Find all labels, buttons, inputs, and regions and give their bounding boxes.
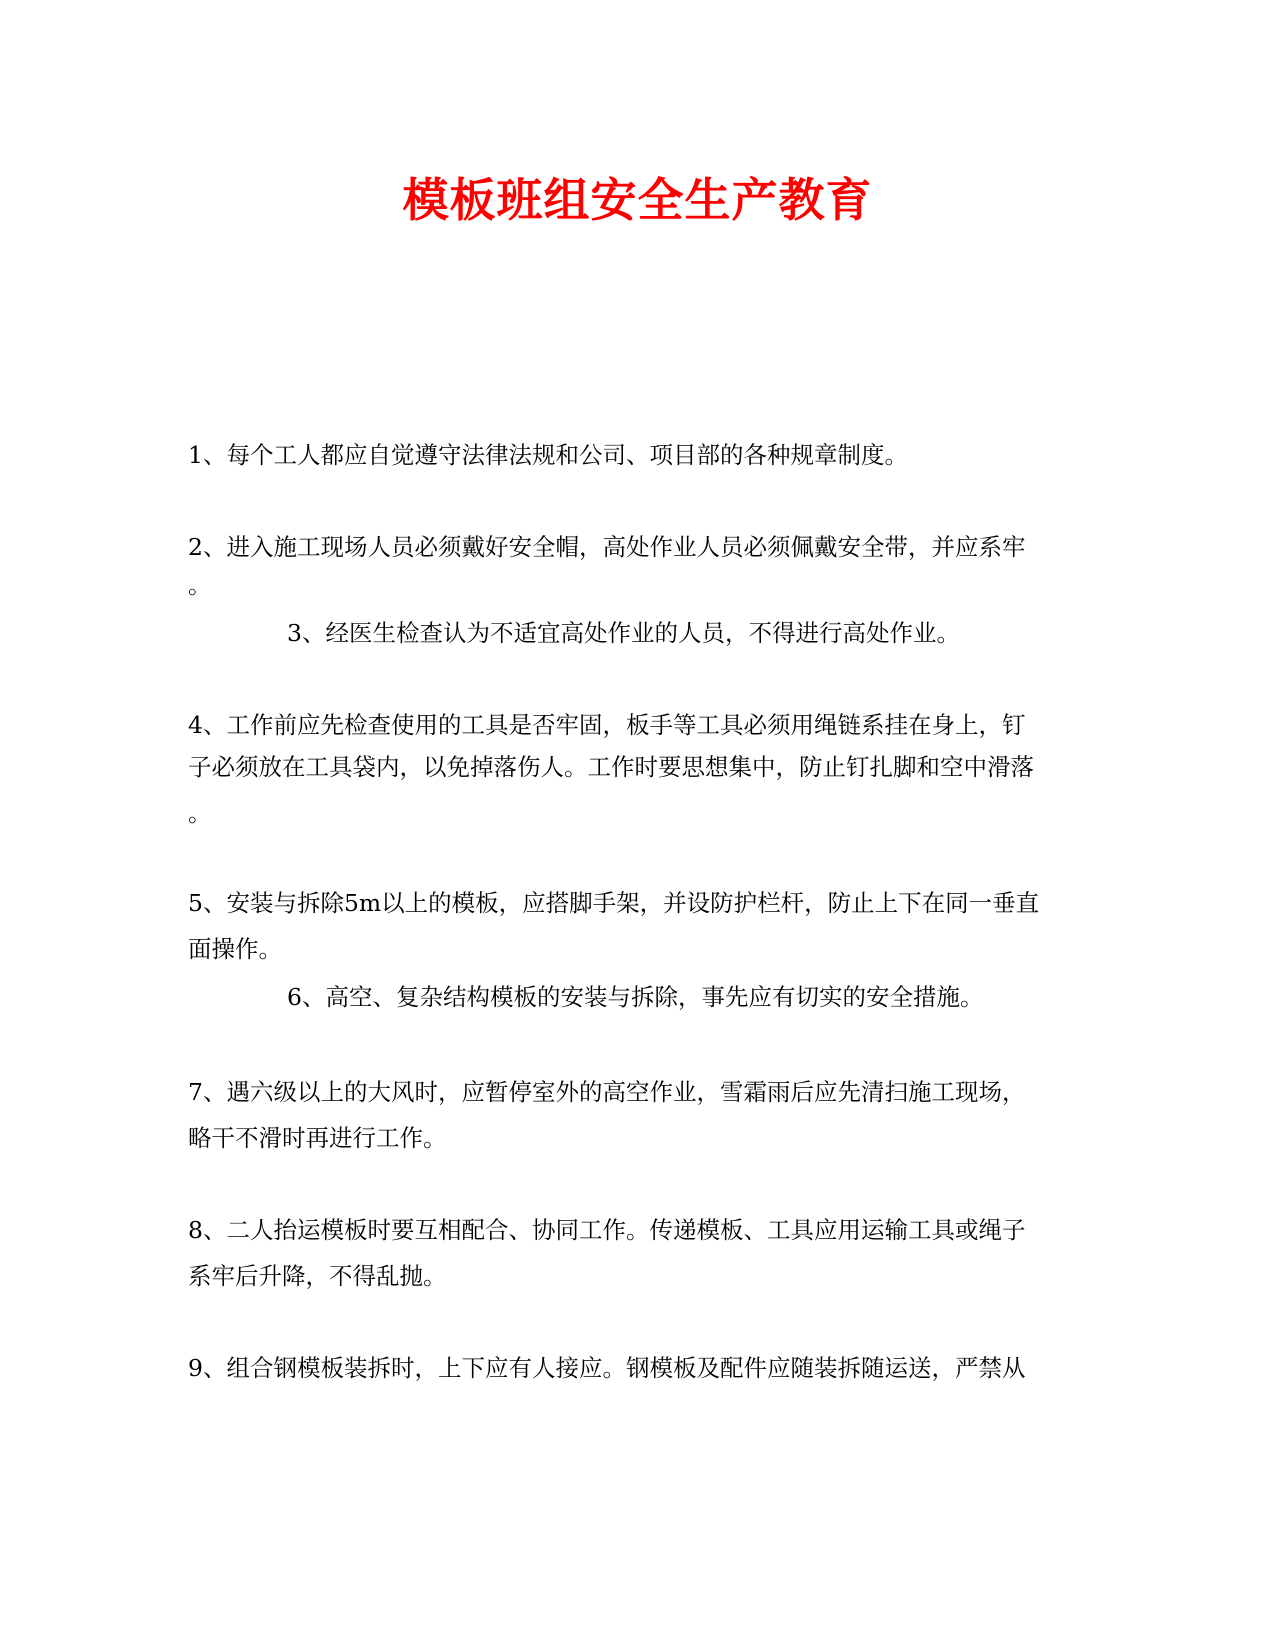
paragraph-line: 略干不滑时再进行工作。: [188, 1124, 447, 1152]
paragraph-line: 面操作。: [188, 935, 282, 963]
paragraph-line: 8、二人抬运模板时要互相配合、协同工作。传递模板、工具应用运输工具或绳子: [188, 1216, 1026, 1244]
paragraph-line: 1、每个工人都应自觉遵守法律法规和公司、项目部的各种规章制度。: [188, 441, 908, 469]
paragraph-line: 6、高空、复杂结构模板的安装与拆除，事先应有切实的安全措施。: [287, 983, 984, 1011]
paragraph-line: 。: [188, 571, 212, 599]
paragraph-line: 。: [188, 799, 212, 827]
paragraph-line: 9、组合钢模板装拆时，上下应有人接应。钢模板及配件应随装拆随运送，严禁从: [188, 1354, 1026, 1382]
paragraph-line: 2、进入施工现场人员必须戴好安全帽，高处作业人员必须佩戴安全带，并应系牢: [188, 533, 1026, 561]
document-title: 模板班组安全生产教育: [402, 173, 873, 227]
paragraph-line: 3、经医生检查认为不适宜高处作业的人员，不得进行高处作业。: [287, 619, 960, 647]
paragraph-line: 子必须放在工具袋内，以免掉落伤人。工作时要思想集中，防止钉扎脚和空中滑落: [188, 753, 1034, 781]
paragraph-line: 系牢后升降，不得乱抛。: [188, 1262, 447, 1290]
paragraph-line: 5、安装与拆除5m以上的模板，应搭脚手架，并设防护栏杆，防止上下在同一垂直: [188, 889, 1040, 917]
paragraph-line: 7、遇六级以上的大风时，应暂停室外的高空作业，雪霜雨后应先清扫施工现场，: [188, 1078, 1026, 1106]
paragraph-line: 4、工作前应先检查使用的工具是否牢固，板手等工具必须用绳链系挂在身上，钉: [188, 711, 1026, 739]
